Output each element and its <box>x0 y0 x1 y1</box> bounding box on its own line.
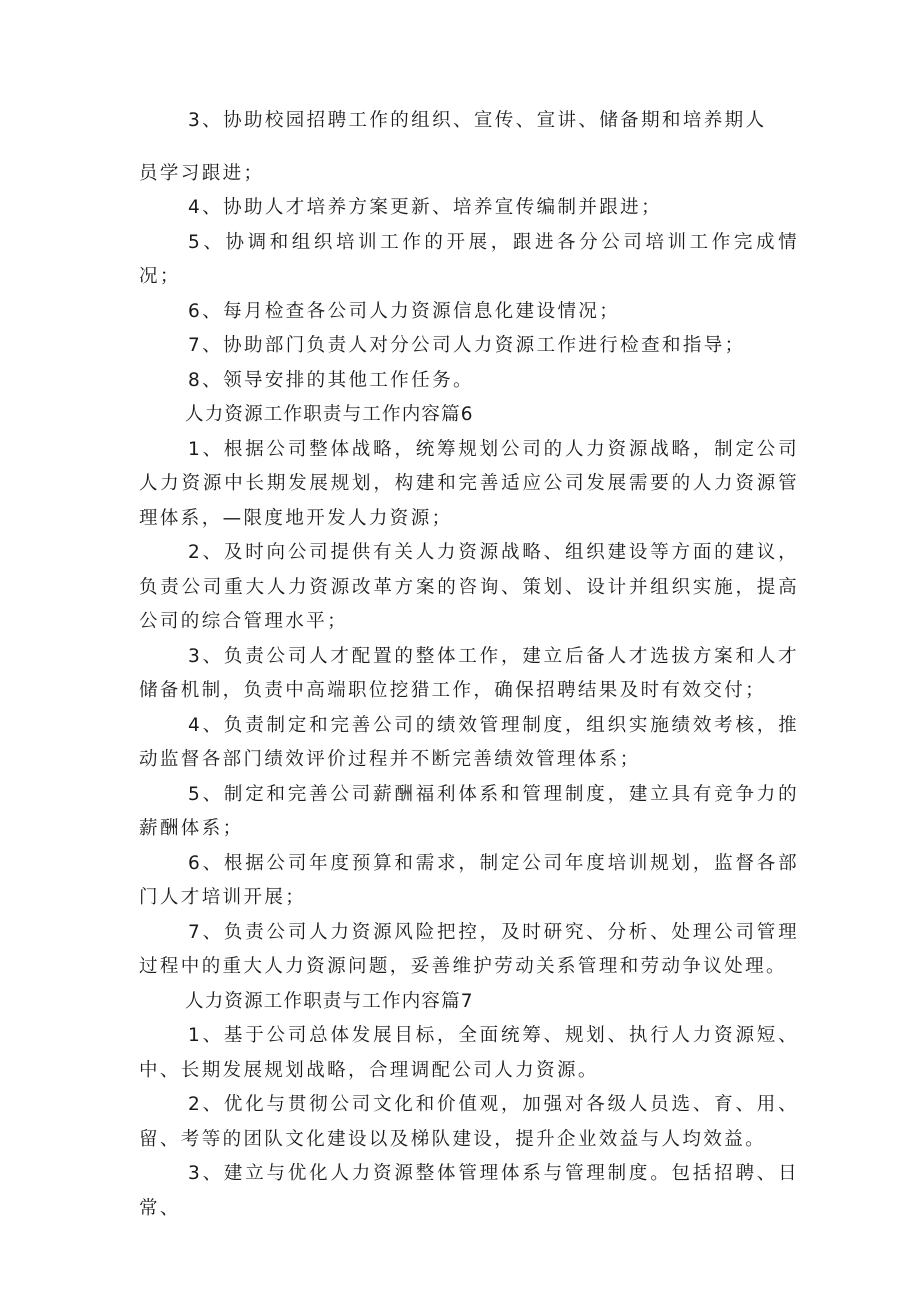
section6-item-4: 4、负责制定和完善公司的绩效管理制度，组织实施绩效考核，推动监督各部门绩效评价过程并不断完善绩效管理体系； <box>139 714 799 770</box>
section6-item-2: 2、及时向公司提供有关人力资源战略、组织建设等方面的建议，负责公司重大人力资源改革方案的咨询、策划、设计并组织实施，提高公司的综合管理水平； <box>139 542 799 632</box>
section5-item-4: 4、协助人才培养方案更新、培养宣传编制并跟进； <box>188 197 662 218</box>
section5-item-7: 7、协助部门负责人对分公司人力资源工作进行检查和指导； <box>188 335 746 356</box>
document-body <box>139 104 799 1226</box>
section6-item-7: 7、负责公司人力资源风险把控，及时研究、分析、处理公司管理过程中的重大人力资源问题，妥善维护劳动关系管理和劳动争议处理。 <box>139 921 799 977</box>
section5-item-6: 6、每月检查各公司人力资源信息化建设情况； <box>188 300 621 322</box>
section7-item-3: 3、建立与优化人力资源整体管理体系与管理制度。包括招聘、日常、 <box>139 1163 799 1219</box>
section7-item-1: 1、基于公司总体发展目标，全面统筹、规划、执行人力资源短、中、长期发展规划战略，合理调配公司人力资源。 <box>139 1025 799 1081</box>
section5-item-3-continuation: 员学习跟进； <box>139 162 265 184</box>
section7-heading: 人力资源工作职责与工作内容篇7 <box>185 990 474 1012</box>
section5-item-8: 8、领导安排的其他工作任务。 <box>188 369 474 391</box>
section7-item-2: 2、优化与贯彻公司文化和价值观，加强对各级人员选、育、用、留、考等的团队文化建设以及梯队建设，提升企业效益与人均效益。 <box>139 1094 799 1150</box>
section6-item-3: 3、负责公司人才配置的整体工作，建立后备人才选拔方案和人才储备机制，负责中高端职位挖猎工作，确保招聘结果及时有效交付； <box>139 645 799 701</box>
section6-item-1: 1、根据公司整体战略，统筹规划公司的人力资源战略，制定公司人力资源中长期发展规划，构建和完善适应公司发展需要的人力资源管理体系，—限度地开发人力资源； <box>139 438 799 529</box>
section5-item-3: 3、协助校园招聘工作的组织、宣传、宣讲、储备期和培养期人 <box>188 110 767 131</box>
section6-item-6: 6、根据公司年度预算和需求，制定公司年度培训规划，监督各部门人才培训开展； <box>139 852 799 908</box>
section5-item-5: 5、协调和组织培训工作的开展，跟进各分公司培训工作完成情况； <box>139 231 799 287</box>
section6-heading: 人力资源工作职责与工作内容篇6 <box>185 404 474 425</box>
section6-item-5: 5、制定和完善公司薪酬福利体系和管理制度，建立具有竞争力的薪酬体系； <box>139 783 799 839</box>
